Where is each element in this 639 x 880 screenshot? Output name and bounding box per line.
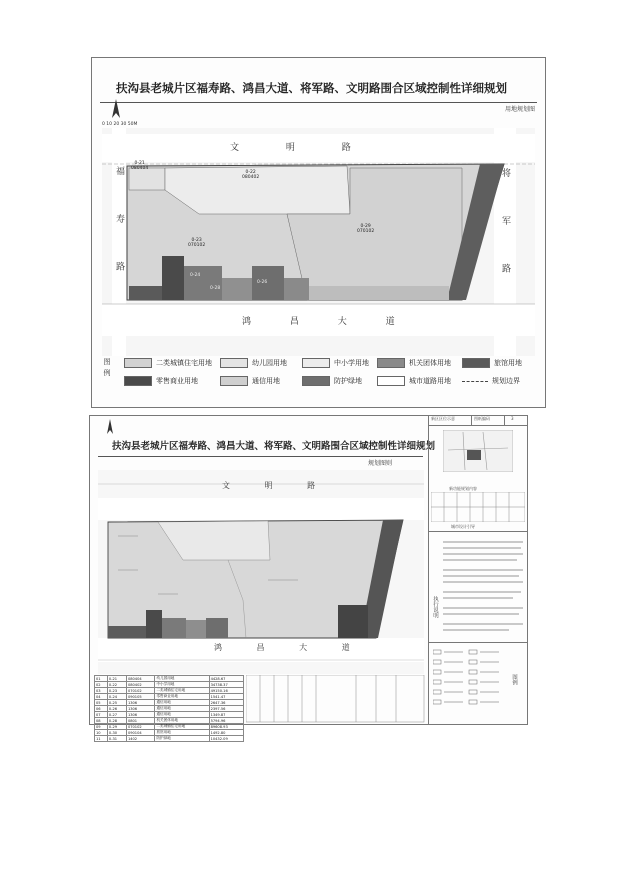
parcel-label: 0-26 (257, 280, 268, 285)
title-rule (98, 456, 423, 457)
legend-item: 通信用地 (220, 376, 280, 386)
title-rule (100, 102, 537, 103)
legend-item: 零售商业用地 (124, 376, 198, 386)
legend-item: 规划边界 (462, 376, 520, 386)
legend-title: 图例 (103, 358, 111, 380)
table-cell: 11 (95, 736, 108, 742)
legend-label: 图例 (511, 674, 517, 685)
north-arrow-icon (108, 98, 124, 120)
plan-control-sheet (89, 415, 528, 741)
table-cell: 0-21 (107, 676, 126, 682)
parcel-index-table-extra-columns (246, 675, 426, 723)
table-cell: 10432.09 (209, 736, 243, 742)
table-cell: 08 (95, 718, 108, 724)
table-cell: 070102 (126, 688, 155, 694)
road-north-label: 文 明 路 (230, 143, 373, 153)
north-arrow-icon (104, 418, 116, 436)
road-south-label: 鸿 昌 大 道 (242, 317, 413, 327)
table-cell: 2397.56 (209, 706, 243, 712)
parcel-label: 0-22 080402 (242, 170, 260, 180)
sheet2-title: 扶沟县老城片区福寿路、鸿昌大道、将军路、文明路围合区域控制性详细规划 (112, 441, 436, 452)
table-cell: 机关团体用地 (155, 718, 209, 724)
table-cell: 090105 (126, 694, 155, 700)
control-side-panel (428, 416, 528, 724)
road-west-label: 福 寿 路 (114, 166, 124, 289)
table-cell: 1541.47 (209, 694, 243, 700)
table-cell: 零售商业用地 (155, 694, 209, 700)
land-use-plan-sheet (91, 57, 546, 408)
table-cell: 旅馆用地 (155, 730, 209, 736)
table-cell: 0-24 (107, 694, 126, 700)
parcel-label: 0-23 070102 (188, 238, 206, 248)
table-cell: 89608.93 (209, 724, 243, 730)
sheet1-title: 扶沟县老城片区福寿路、鸿昌大道、将军路、文明路围合区域控制性详细规划 (116, 81, 507, 95)
table-cell: 4428.67 (209, 676, 243, 682)
table-cell: 1306 (126, 706, 155, 712)
table-cell: 通信用地 (155, 712, 209, 718)
table-cell: 1492.80 (209, 730, 243, 736)
table-cell: 0-26 (107, 706, 126, 712)
table-cell: 0-31 (107, 736, 126, 742)
notes-text-block (443, 538, 525, 638)
table-cell: 02 (95, 682, 108, 688)
control-content-label: 新功能规划内容 (449, 486, 477, 491)
legend-item: 幼儿园用地 (220, 358, 287, 368)
road-north-label: 文 明 路 (222, 481, 332, 490)
design-guide-label: 城市设计引导 (451, 524, 475, 529)
sheet2-subtitle: 规划图则 (368, 460, 393, 467)
legend-item: 二类城镇住宅用地 (124, 358, 212, 368)
legend-item: 中小学用地 (302, 358, 369, 368)
table-cell: 幼儿园用地 (155, 676, 209, 682)
legend-item: 旅馆用地 (462, 358, 522, 368)
parcel-label: 0-24 (190, 273, 201, 278)
table-cell: 06 (95, 706, 108, 712)
table-cell: 5794.96 (209, 718, 243, 724)
table-cell: 中小学用地 (155, 682, 209, 688)
table-cell: 二类城镇住宅用地 (155, 688, 209, 694)
table-cell: 0-25 (107, 700, 126, 706)
table-cell: 03 (95, 688, 108, 694)
parcel-index-table (94, 675, 244, 742)
table-cell: 0-22 (107, 682, 126, 688)
table-cell: 0-27 (107, 712, 126, 718)
table-cell: 2647.36 (209, 700, 243, 706)
table-cell: 01 (95, 676, 108, 682)
parcel-label: 0-29 070102 (357, 224, 375, 234)
table-cell: 49150.16 (209, 688, 243, 694)
table-cell: 通信用地 (155, 700, 209, 706)
table-cell: 080402 (126, 682, 155, 688)
table-cell: 070102 (126, 724, 155, 730)
table-cell: 二类城镇住宅用地 (155, 724, 209, 730)
table-cell: 1402 (126, 736, 155, 742)
legend-item: 防护绿地 (302, 376, 362, 386)
legend-item: 城市道路用地 (377, 376, 451, 386)
table-cell: 07 (95, 712, 108, 718)
sheet1-subtitle: 用地规划图 (504, 106, 535, 113)
table-cell: 1349.87 (209, 712, 243, 718)
table-row (95, 736, 244, 742)
control-index-table (431, 492, 525, 522)
scale-bar: 0 10 20 30 50M (102, 122, 138, 127)
table-cell: 1306 (126, 712, 155, 718)
table-cell: 0-29 (107, 724, 126, 730)
table-cell: 防护绿地 (155, 736, 209, 742)
table-cell: 09 (95, 724, 108, 730)
notes-label: 执行说明 (432, 596, 438, 618)
table-cell: 05 (95, 700, 108, 706)
table-cell: 080404 (126, 676, 155, 682)
road-south-label: 鸿 昌 大 道 (214, 643, 366, 652)
table-cell: 10 (95, 730, 108, 736)
road-east-label: 将 军 路 (500, 168, 510, 291)
table-cell: 090104 (126, 730, 155, 736)
table-cell: 0801 (126, 718, 155, 724)
location-mini-map (443, 430, 513, 472)
legend-item: 机关团体用地 (377, 358, 451, 368)
table-cell: 0-28 (107, 718, 126, 724)
table-cell: 1306 (126, 700, 155, 706)
table-cell: 04 (95, 694, 108, 700)
parcel-label: 0-21 080404 (131, 161, 149, 171)
table-cell: 0-23 (107, 688, 126, 694)
table-cell: 0-30 (107, 730, 126, 736)
table-cell: 34738.37 (209, 682, 243, 688)
table-cell: 通信用地 (155, 706, 209, 712)
control-legend-symbols (433, 648, 509, 718)
parcel-label: 0-28 (210, 286, 221, 291)
header-cells: 新区区位示意 图纸编码 3 (429, 416, 528, 426)
